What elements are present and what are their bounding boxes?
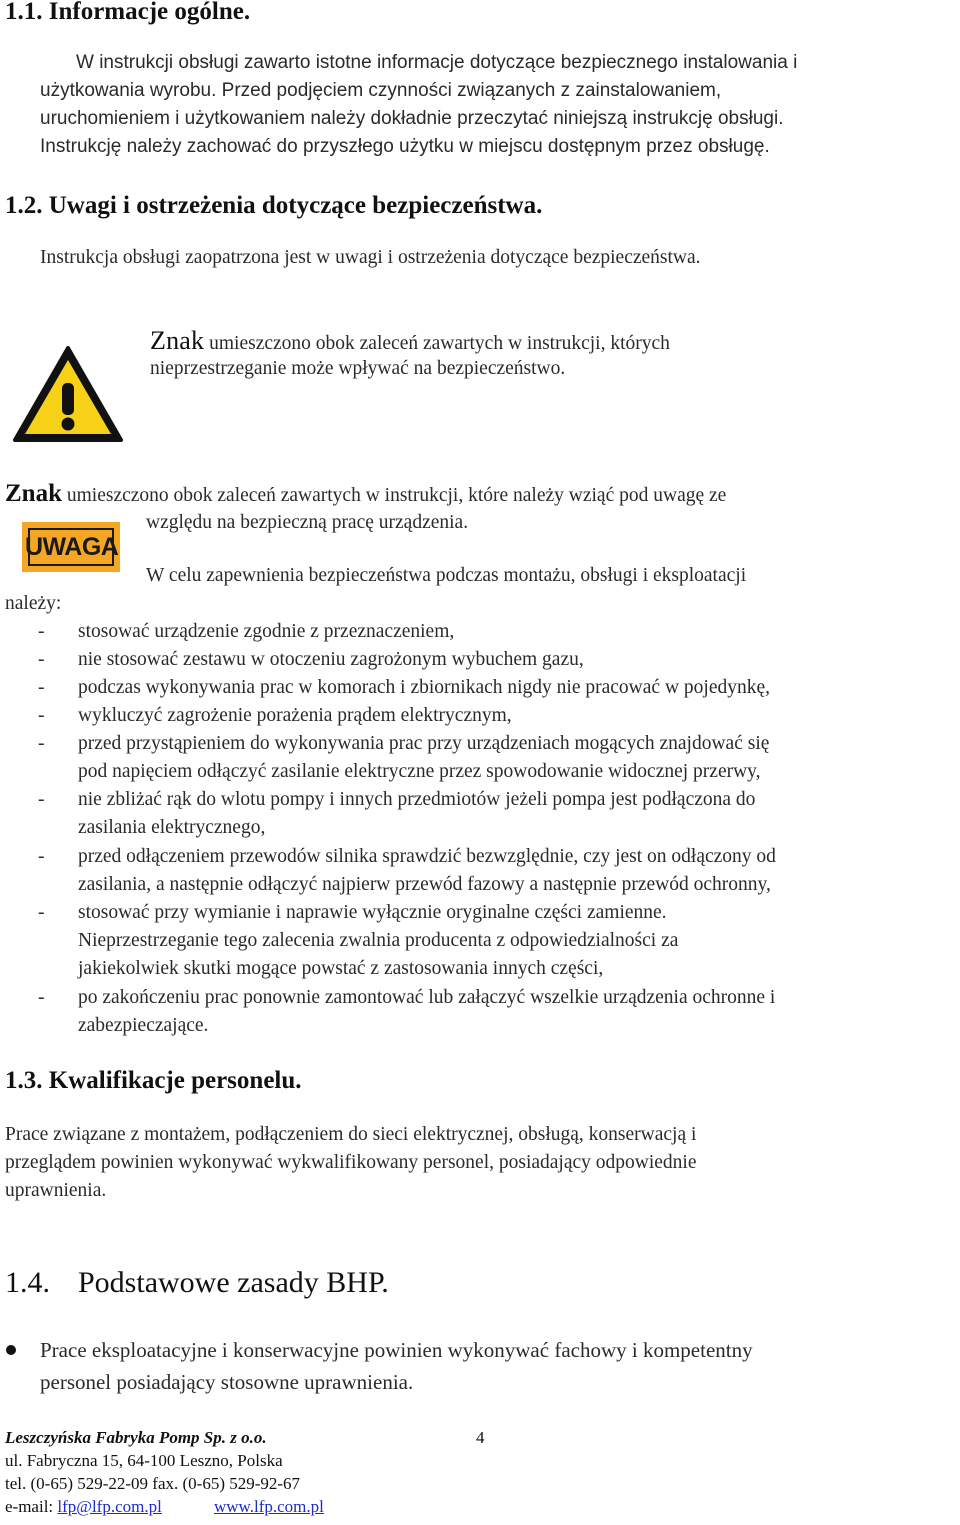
section-1-1-line-3: uruchomieniem i użytkowaniem należy dokładnie przeczytać niniejszą instrukcję obsługi. xyxy=(40,108,784,129)
section-1-4-number: 1.4. xyxy=(5,1266,50,1299)
warning-sign-desc: umieszczono obok zaleceń zawartych w instrukcji, których xyxy=(204,333,670,354)
list-dash: - xyxy=(38,733,45,754)
section-1-4-bullet-line-2: personel posiadający stosowne uprawnienia. xyxy=(40,1370,414,1394)
bullet-icon xyxy=(6,1345,16,1355)
list-item: stosować przy wymianie i naprawie wyłącznie oryginalne części zamienne. xyxy=(78,902,667,923)
list-dash: - xyxy=(38,705,45,726)
uwaga-sign-lead: Znak xyxy=(5,480,62,507)
list-item-continuation: jakiekolwiek skutki mogące powstać z zastosowania innych części, xyxy=(78,958,604,979)
warning-sign-text-line-1 xyxy=(150,326,670,356)
list-item: przed odłączeniem przewodów silnika sprawdzić bezwzględnie, czy jest on odłączony od xyxy=(78,846,776,867)
footer-email-link[interactable]: lfp@lfp.com.pl xyxy=(57,1497,162,1516)
list-dash: - xyxy=(38,987,45,1008)
uwaga-sign-desc: umieszczono obok zaleceń zawartych w instrukcji, które należy wziąć pod uwagę ze xyxy=(61,485,727,506)
list-item-continuation: zasilania, a następnie odłączyć najpierw przewód fazowy a następnie przewód ochronny, xyxy=(78,874,771,895)
list-dash: - xyxy=(38,677,45,698)
list-dash: - xyxy=(38,621,45,642)
section-1-4-bullet-line-1: Prace eksploatacyjne i konserwacyjne powinien wykonywać fachowy i kompetentny xyxy=(40,1338,753,1362)
uwaga-sign-text-line-1 xyxy=(5,480,726,508)
uwaga-label: UWAGA xyxy=(25,533,119,561)
warning-sign-text-line-2: nieprzestrzeganie może wpływać na bezpieczeństwo. xyxy=(150,358,566,379)
uwaga-sign-icon xyxy=(22,522,120,572)
list-item: stosować urządzenie zgodnie z przeznaczeniem, xyxy=(78,621,455,642)
safety-intro-line-2: należy: xyxy=(5,593,62,614)
footer-website xyxy=(214,1497,324,1517)
section-1-3-line-1: Prace związane z montażem, podłączeniem do sieci elektrycznej, obsługą, konserwacją i xyxy=(5,1124,697,1145)
section-1-1-line-4: Instrukcję należy zachować do przyszłego użytku w miejscu dostępnym przez obsługę. xyxy=(40,136,770,157)
section-1-1-line-1: W instrukcji obsługi zawarto istotne informacje dotyczące bezpiecznego instalowania i xyxy=(76,52,798,73)
footer-address: ul. Fabryczna 15, 64-100 Leszno, Polska xyxy=(5,1451,283,1470)
footer-email-label: e-mail: xyxy=(5,1497,58,1516)
list-item: po zakończeniu prac ponownie zamontować lub załączyć wszelkie urządzenia ochronne i xyxy=(78,987,776,1008)
list-item-continuation: pod napięciem odłączyć zasilanie elektryczne przez spowodowanie widocznej przerwy, xyxy=(78,761,761,782)
footer-contact xyxy=(5,1497,162,1517)
section-1-3-line-2: przeglądem powinien wykonywać wykwalifikowany personel, posiadający odpowiednie xyxy=(5,1152,697,1173)
warning-triangle-icon xyxy=(12,345,124,443)
page-number: 4 xyxy=(476,1428,485,1447)
footer-company: Leszczyńska Fabryka Pomp Sp. z o.o. xyxy=(5,1428,267,1447)
section-1-1-line-2: użytkowania wyrobu. Przed podjęciem czynności związanych z zainstalowaniem, xyxy=(40,80,722,101)
section-1-2-intro: Instrukcja obsługi zaopatrzona jest w uwagi i ostrzeżenia dotyczące bezpieczeństwa. xyxy=(40,247,701,268)
list-dash: - xyxy=(38,789,45,810)
list-dash: - xyxy=(38,846,45,867)
list-item: wykluczyć zagrożenie porażenia prądem elektrycznym, xyxy=(78,705,512,726)
footer-website-link[interactable]: www.lfp.com.pl xyxy=(214,1497,324,1516)
list-item: podczas wykonywania prac w komorach i zbiornikach nigdy nie pracować w pojedynkę, xyxy=(78,677,771,698)
section-1-3-line-3: uprawnienia. xyxy=(5,1180,107,1201)
list-dash: - xyxy=(38,902,45,923)
list-item: przed przystąpieniem do wykonywania prac przy urządzeniach mogących znajdować się xyxy=(78,733,770,754)
list-dash: - xyxy=(38,649,45,670)
list-item-continuation: zasilania elektrycznego, xyxy=(78,817,266,838)
list-item: nie stosować zestawu w otoczeniu zagrożonym wybuchem gazu, xyxy=(78,649,584,670)
list-item-continuation: zabezpieczające. xyxy=(78,1015,209,1036)
list-item: nie zbliżać rąk do wlotu pompy i innych przedmiotów jeżeli pompa jest podłączona do xyxy=(78,789,756,810)
warning-sign-lead: Znak xyxy=(150,326,205,355)
section-1-3-heading: 1.3. Kwalifikacje personelu. xyxy=(5,1067,302,1094)
footer-phone: tel. (0-65) 529-22-09 fax. (0-65) 529-92-67 xyxy=(5,1474,301,1493)
section-1-4-title: Podstawowe zasady BHP. xyxy=(78,1266,389,1299)
section-1-2-heading: 1.2. Uwagi i ostrzeżenia dotyczące bezpieczeństwa. xyxy=(5,192,543,219)
section-1-1-heading: 1.1. Informacje ogólne. xyxy=(5,0,251,25)
list-item-continuation: Nieprzestrzeganie tego zalecenia zwalnia producenta z odpowiedzialności za xyxy=(78,930,679,951)
uwaga-sign-text-line-2: względu na bezpieczną pracę urządzenia. xyxy=(146,512,469,533)
safety-intro-line-1: W celu zapewnienia bezpieczeństwa podczas montażu, obsługi i eksploatacji xyxy=(146,565,747,586)
